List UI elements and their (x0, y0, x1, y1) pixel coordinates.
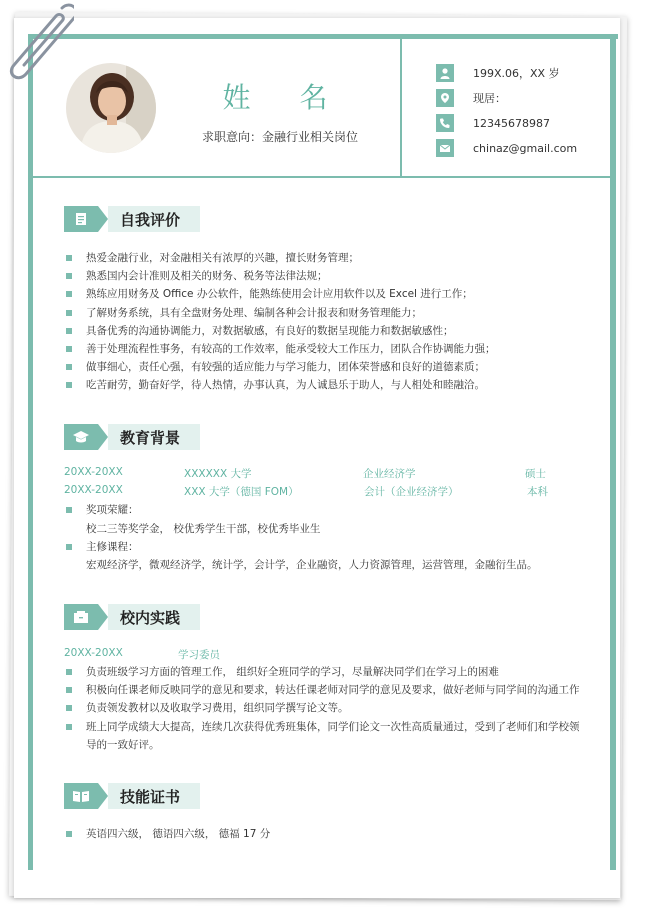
folder-icon (64, 604, 98, 630)
education-row (64, 484, 604, 500)
section-title: 教育背景 (108, 424, 200, 450)
edu-date: 20XX-20XX (64, 466, 123, 478)
courses-block (66, 538, 586, 556)
section-title: 技能证书 (108, 783, 200, 809)
list-item: 负责领发教材以及收取学习费用，组织同学撰写论文等。 (66, 699, 586, 717)
section-heading-skills (64, 783, 200, 809)
campus-row (64, 647, 604, 663)
person-icon (436, 64, 454, 82)
book-icon (64, 783, 98, 809)
paperclip-icon (4, 2, 74, 86)
contact-location (436, 88, 616, 108)
list-item: 熟悉国内会计准则及相关的财务、税务等法律法规； (66, 267, 586, 285)
self-eval-list (66, 249, 586, 395)
list-item: 具备优秀的沟通协调能力，对数据敏感，有良好的数据呈现能力和数据敏感性； (66, 322, 586, 340)
edu-school: XXXXXX 大学 (184, 468, 252, 480)
section-title: 校内实践 (108, 604, 200, 630)
contact-phone (436, 113, 616, 133)
courses-text: 宏观经济学，微观经济学，统计学，会计学，企业融资，人力资源管理，运营管理，金融衍生品。 (86, 559, 538, 571)
honors-label: 奖项荣耀： (66, 501, 586, 519)
list-item: 了解财务系统，具有全盘财务处理、编制各种会计报表和财务管理能力； (66, 304, 586, 322)
section-heading-self-eval (64, 206, 200, 232)
skills-list (66, 825, 586, 843)
edu-degree: 硕士 (525, 468, 546, 480)
avatar (66, 63, 156, 153)
list-item: 吃苦耐劳，勤奋好学，待人热情，办事认真，为人诚恳乐于助人，与人相处和睦融洽。 (66, 376, 586, 394)
courses-label: 主修课程： (66, 538, 586, 556)
list-item: 英语四六级， 德语四六级， 德福 17 分 (66, 825, 586, 843)
header-divider-horizontal (33, 176, 613, 178)
contact-age-text: 199X.06，XX 岁 (473, 67, 560, 80)
edu-degree: 本科 (527, 486, 548, 498)
campus-list (66, 663, 586, 754)
campus-role: 学习委员 (178, 649, 220, 661)
mail-icon (436, 139, 454, 157)
list-item: 班上同学成绩大大提高，连续几次获得优秀班集体，同学们论文一次性高质量通过，受到了老师们和学校领导的一致好评。 (66, 718, 586, 754)
contact-email (436, 138, 616, 158)
location-icon (436, 89, 454, 107)
contact-age (436, 63, 616, 83)
edu-date: 20XX-20XX (64, 484, 123, 496)
phone-icon (436, 114, 454, 132)
section-title: 自我评价 (108, 206, 200, 232)
list-item: 热爱金融行业，对金融相关有浓厚的兴趣，擅长财务管理； (66, 249, 586, 267)
contact-email-text: chinaz@gmail.com (473, 141, 578, 155)
edu-major: 会计（企业经济学） (364, 486, 459, 498)
honors-text: 校二三等奖学金， 校优秀学生干部，校优秀毕业生 (86, 523, 321, 535)
contact-phone-text: 12345678987 (473, 116, 550, 130)
section-heading-education (64, 424, 200, 450)
edu-major: 企业经济学 (363, 468, 416, 480)
resume-frame-right (610, 34, 616, 870)
list-item: 做事细心，责任心强，有较强的适应能力与学习能力，团体荣誉感和良好的道德素质； (66, 358, 586, 376)
contact-location-text: 现居： (473, 92, 506, 105)
list-item: 负责班级学习方面的管理工作， 组织好全班同学的学习，尽量解决同学们在学习上的困难 (66, 663, 586, 681)
document-icon (64, 206, 98, 232)
education-row (64, 466, 604, 482)
campus-date: 20XX-20XX (64, 647, 123, 659)
list-item: 善于处理流程性事务，有较高的工作效率，能承受较大工作压力，团队合作协调能力强； (66, 340, 586, 358)
section-heading-campus (64, 604, 200, 630)
list-item: 积极向任课老师反映同学的意见和要求，转达任课老师对同学的意见及要求，做好老师与同学间的沟通工作 (66, 681, 586, 699)
candidate-name: 姓 名 (222, 81, 348, 114)
honors-block (66, 501, 586, 519)
edu-school: XXX 大学（德国 FOM） (184, 486, 299, 498)
graduation-cap-icon (64, 424, 98, 450)
job-intent: 求职意向：金融行业相关岗位 (201, 130, 358, 144)
list-item: 熟练应用财务及 Office 办公软件，能熟练使用会计应用软件以及 Excel 进行工作； (66, 285, 586, 303)
header-divider-vertical (400, 39, 402, 177)
